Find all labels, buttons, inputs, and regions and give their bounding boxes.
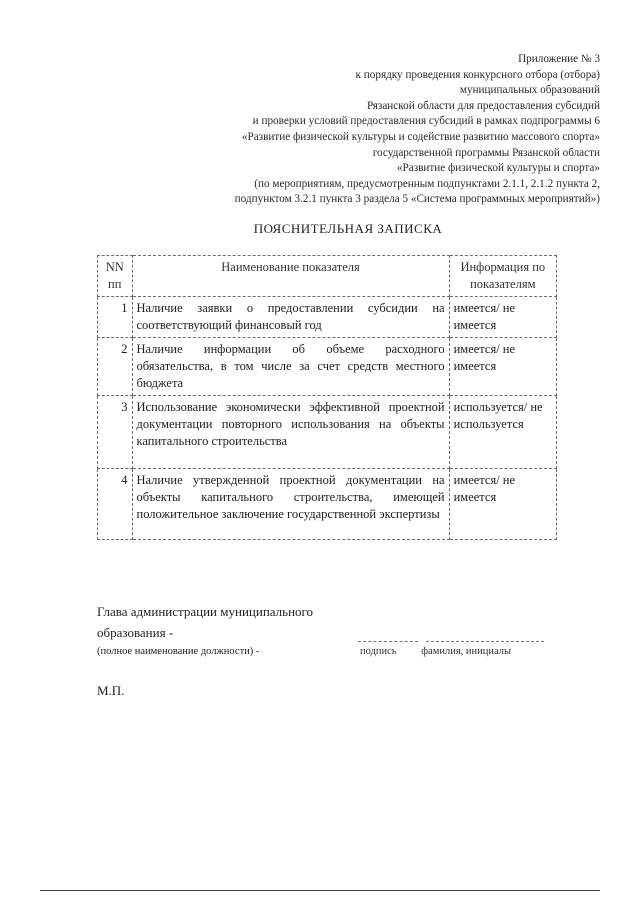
header-indicator-name: Наименование показателя — [132, 256, 449, 297]
row-indicator-info: имеется/ не имеется — [449, 297, 556, 338]
header-indicator-info: Информация по показателям — [449, 256, 556, 297]
document-title: ПОЯСНИТЕЛЬНАЯ ЗАПИСКА — [253, 221, 443, 236]
header-line: «Развитие физической культуры и содействие развитию массового спорта» — [241, 130, 600, 143]
header-line: к порядку проведения конкурсного отбора (отбора) — [355, 68, 600, 81]
page-bottom-rule — [40, 890, 600, 891]
name-line — [426, 641, 544, 642]
row-indicator-info: имеется/ не имеется — [449, 469, 556, 540]
table-row — [98, 338, 557, 396]
name-caption: фамилия, инициалы — [421, 646, 512, 657]
row-number: 4 — [98, 469, 133, 540]
signature-captions — [360, 646, 511, 657]
header-line: и проверки условий предоставления субсидий в рамках подпрограммы 6 — [252, 115, 600, 128]
header-line: Приложение № 3 — [518, 53, 600, 65]
appendix-header — [80, 52, 600, 208]
header-line: Рязанской области для предоставления субсидий — [366, 99, 600, 112]
header-line: (по мероприятиям, предусмотренным подпунктами 2.1.1, 2.1.2 пункта 2, — [254, 177, 600, 190]
header-line: «Развитие физической культуры и спорта» — [396, 162, 600, 175]
row-indicator-name: Использование экономически эффективной проектной документации повторного использования на объекты капитального строительства — [132, 396, 449, 469]
row-indicator-name: Наличие заявки о предоставлении субсидии на соответствующий финансовый год — [132, 297, 449, 338]
stamp-place: М.П. — [97, 683, 125, 698]
row-indicator-info: имеется/ не имеется — [449, 338, 556, 396]
row-number: 1 — [98, 297, 133, 338]
row-indicator-name: Наличие утвержденной проектной документации на объекты капитального строительства, имеющей положительное заключение государственной экспертизы — [132, 469, 449, 540]
header-line: муниципальных образований — [459, 84, 600, 97]
indicators-table — [97, 255, 557, 540]
position-caption: (полное наименование должности) - — [97, 646, 260, 657]
row-number: 2 — [98, 338, 133, 396]
signature-line — [358, 641, 418, 642]
signatory-title-line-1: Глава администрации муниципального — [97, 604, 314, 619]
header-number: NN пп — [98, 256, 133, 297]
table-row — [98, 396, 557, 469]
table-row — [98, 469, 557, 540]
row-indicator-info: используется/ не используется — [449, 396, 556, 469]
signature-caption: подпись — [360, 646, 397, 657]
row-indicator-name: Наличие информации об объеме расходного обязательства, в том числе за счет средств местного бюджета — [132, 338, 449, 396]
signatory-title-line-2: образования - — [97, 625, 174, 640]
row-number: 3 — [98, 396, 133, 469]
table-row — [98, 297, 557, 338]
header-line: государственной программы Рязанской области — [372, 146, 600, 159]
table-header-row — [98, 256, 557, 297]
header-line: подпунктом 3.2.1 пункта 3 раздела 5 «Система программных мероприятий») — [234, 193, 600, 206]
